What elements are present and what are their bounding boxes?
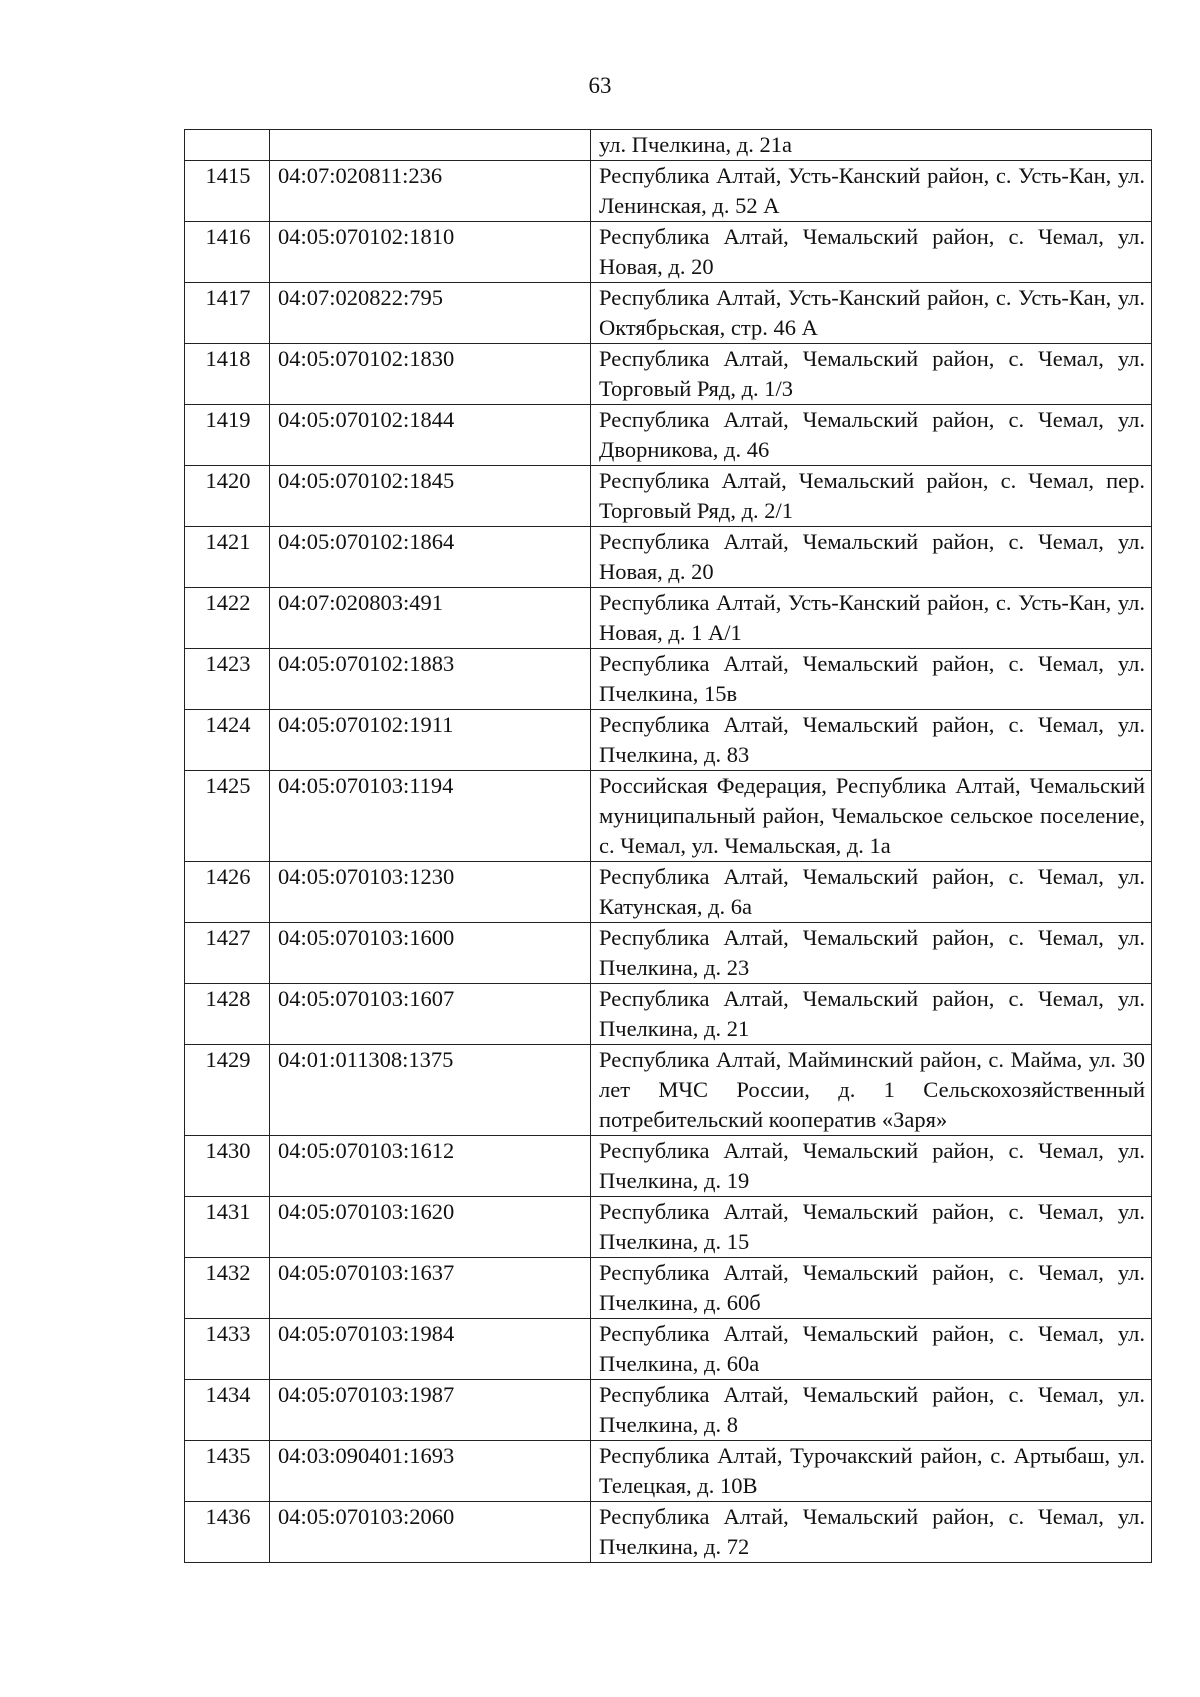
table-row (185, 466, 1152, 527)
table-row (185, 1045, 1152, 1136)
registry-table (184, 129, 1152, 1563)
cadastral-number-cell: 04:01:011308:1375 (270, 1045, 591, 1136)
page-number: 63 (588, 73, 612, 98)
cadastral-number-cell: 04:05:070103:1230 (270, 862, 591, 923)
cadastral-number-cell: 04:05:070102:1883 (270, 649, 591, 710)
table-row (185, 710, 1152, 771)
cadastral-number-cell: 04:05:070102:1810 (270, 222, 591, 283)
row-number-cell: 1434 (185, 1380, 270, 1441)
table-row (185, 527, 1152, 588)
row-number-cell: 1432 (185, 1258, 270, 1319)
table-row (185, 588, 1152, 649)
table-row (185, 161, 1152, 222)
cadastral-number-cell: 04:05:070103:1637 (270, 1258, 591, 1319)
table-row (185, 984, 1152, 1045)
row-number-cell: 1430 (185, 1136, 270, 1197)
row-number-cell: 1427 (185, 923, 270, 984)
table-row (185, 405, 1152, 466)
address-cell: Республика Алтай, Чемальский район, с. Чемал, ул. Пчелкина, 15в (591, 649, 1152, 710)
row-number-cell: 1435 (185, 1441, 270, 1502)
address-cell: Республика Алтай, Усть-Канский район, с. Усть-Кан, ул. Новая, д. 1 А/1 (591, 588, 1152, 649)
address-cell: Республика Алтай, Чемальский район, с. Чемал, ул. Пчелкина, д. 19 (591, 1136, 1152, 1197)
address-cell: Республика Алтай, Чемальский район, с. Чемал, ул. Пчелкина, д. 83 (591, 710, 1152, 771)
address-cell: Республика Алтай, Чемальский район, с. Чемал, ул. Пчелкина, д. 60б (591, 1258, 1152, 1319)
table-row (185, 1380, 1152, 1441)
row-number-cell: 1420 (185, 466, 270, 527)
address-cell: Республика Алтай, Турочакский район, с. Артыбаш, ул. Телецкая, д. 10В (591, 1441, 1152, 1502)
address-cell: ул. Пчелкина, д. 21а (591, 130, 1152, 161)
table-row (185, 1258, 1152, 1319)
cadastral-number-cell: 04:05:070103:1194 (270, 771, 591, 862)
cadastral-number-cell: 04:05:070102:1844 (270, 405, 591, 466)
table-row (185, 283, 1152, 344)
row-number-cell: 1426 (185, 862, 270, 923)
address-cell: Республика Алтай, Чемальский район, с. Чемал, ул. Пчелкина, д. 8 (591, 1380, 1152, 1441)
address-cell: Республика Алтай, Чемальский район, с. Чемал, ул. Новая, д. 20 (591, 222, 1152, 283)
cadastral-number-cell: 04:05:070103:1987 (270, 1380, 591, 1441)
table-row (185, 222, 1152, 283)
address-cell: Республика Алтай, Чемальский район, с. Чемал, ул. Пчелкина, д. 72 (591, 1502, 1152, 1563)
table-row (185, 862, 1152, 923)
table-row (185, 1319, 1152, 1380)
row-number-cell (185, 130, 270, 161)
address-cell: Республика Алтай, Чемальский район, с. Чемал, ул. Дворникова, д. 46 (591, 405, 1152, 466)
row-number-cell: 1419 (185, 405, 270, 466)
address-cell: Республика Алтай, Чемальский район, с. Чемал, ул. Катунская, д. 6а (591, 862, 1152, 923)
cadastral-number-cell: 04:05:070103:1600 (270, 923, 591, 984)
table-row (185, 1441, 1152, 1502)
cadastral-number-cell: 04:05:070103:1984 (270, 1319, 591, 1380)
row-number-cell: 1425 (185, 771, 270, 862)
table-row (185, 649, 1152, 710)
row-number-cell: 1429 (185, 1045, 270, 1136)
cadastral-number-cell: 04:03:090401:1693 (270, 1441, 591, 1502)
row-number-cell: 1431 (185, 1197, 270, 1258)
cadastral-number-cell: 04:07:020803:491 (270, 588, 591, 649)
row-number-cell: 1428 (185, 984, 270, 1045)
cadastral-number-cell: 04:05:070102:1830 (270, 344, 591, 405)
row-number-cell: 1416 (185, 222, 270, 283)
address-cell: Республика Алтай, Майминский район, с. Майма, ул. 30 лет МЧС России, д. 1 Сельскохозяйственный потребительский кооператив «Заря» (591, 1045, 1152, 1136)
address-cell: Республика Алтай, Усть-Канский район, с. Усть-Кан, ул. Ленинская, д. 52 А (591, 161, 1152, 222)
row-number-cell: 1433 (185, 1319, 270, 1380)
row-number-cell: 1418 (185, 344, 270, 405)
address-cell: Республика Алтай, Чемальский район, с. Чемал, пер. Торговый Ряд, д. 2/1 (591, 466, 1152, 527)
cadastral-number-cell: 04:05:070102:1864 (270, 527, 591, 588)
cadastral-number-cell (270, 130, 591, 161)
address-cell: Республика Алтай, Чемальский район, с. Чемал, ул. Пчелкина, д. 23 (591, 923, 1152, 984)
table-row (185, 923, 1152, 984)
table-row (185, 344, 1152, 405)
address-cell: Республика Алтай, Чемальский район, с. Чемал, ул. Пчелкина, д. 15 (591, 1197, 1152, 1258)
cadastral-number-cell: 04:05:070103:1612 (270, 1136, 591, 1197)
cadastral-number-cell: 04:05:070102:1911 (270, 710, 591, 771)
cadastral-number-cell: 04:05:070102:1845 (270, 466, 591, 527)
cadastral-number-cell: 04:05:070103:2060 (270, 1502, 591, 1563)
cadastral-number-cell: 04:05:070103:1607 (270, 984, 591, 1045)
row-number-cell: 1424 (185, 710, 270, 771)
table-row (185, 1197, 1152, 1258)
cadastral-number-cell: 04:07:020822:795 (270, 283, 591, 344)
address-cell: Республика Алтай, Чемальский район, с. Чемал, ул. Новая, д. 20 (591, 527, 1152, 588)
cadastral-number-cell: 04:05:070103:1620 (270, 1197, 591, 1258)
table-row (185, 771, 1152, 862)
row-number-cell: 1421 (185, 527, 270, 588)
row-number-cell: 1422 (185, 588, 270, 649)
address-cell: Республика Алтай, Чемальский район, с. Чемал, ул. Торговый Ряд, д. 1/3 (591, 344, 1152, 405)
address-cell: Республика Алтай, Чемальский район, с. Чемал, ул. Пчелкина, д. 60а (591, 1319, 1152, 1380)
address-cell: Республика Алтай, Усть-Канский район, с. Усть-Кан, ул. Октябрьская, стр. 46 А (591, 283, 1152, 344)
row-number-cell: 1415 (185, 161, 270, 222)
table-row (185, 130, 1152, 161)
row-number-cell: 1417 (185, 283, 270, 344)
cadastral-number-cell: 04:07:020811:236 (270, 161, 591, 222)
row-number-cell: 1436 (185, 1502, 270, 1563)
address-cell: Республика Алтай, Чемальский район, с. Чемал, ул. Пчелкина, д. 21 (591, 984, 1152, 1045)
table-row (185, 1502, 1152, 1563)
table-row (185, 1136, 1152, 1197)
row-number-cell: 1423 (185, 649, 270, 710)
address-cell: Российская Федерация, Республика Алтай, Чемальский муниципальный район, Чемальское сельское поселение, с. Чемал, ул. Чемальская, д. 1а (591, 771, 1152, 862)
